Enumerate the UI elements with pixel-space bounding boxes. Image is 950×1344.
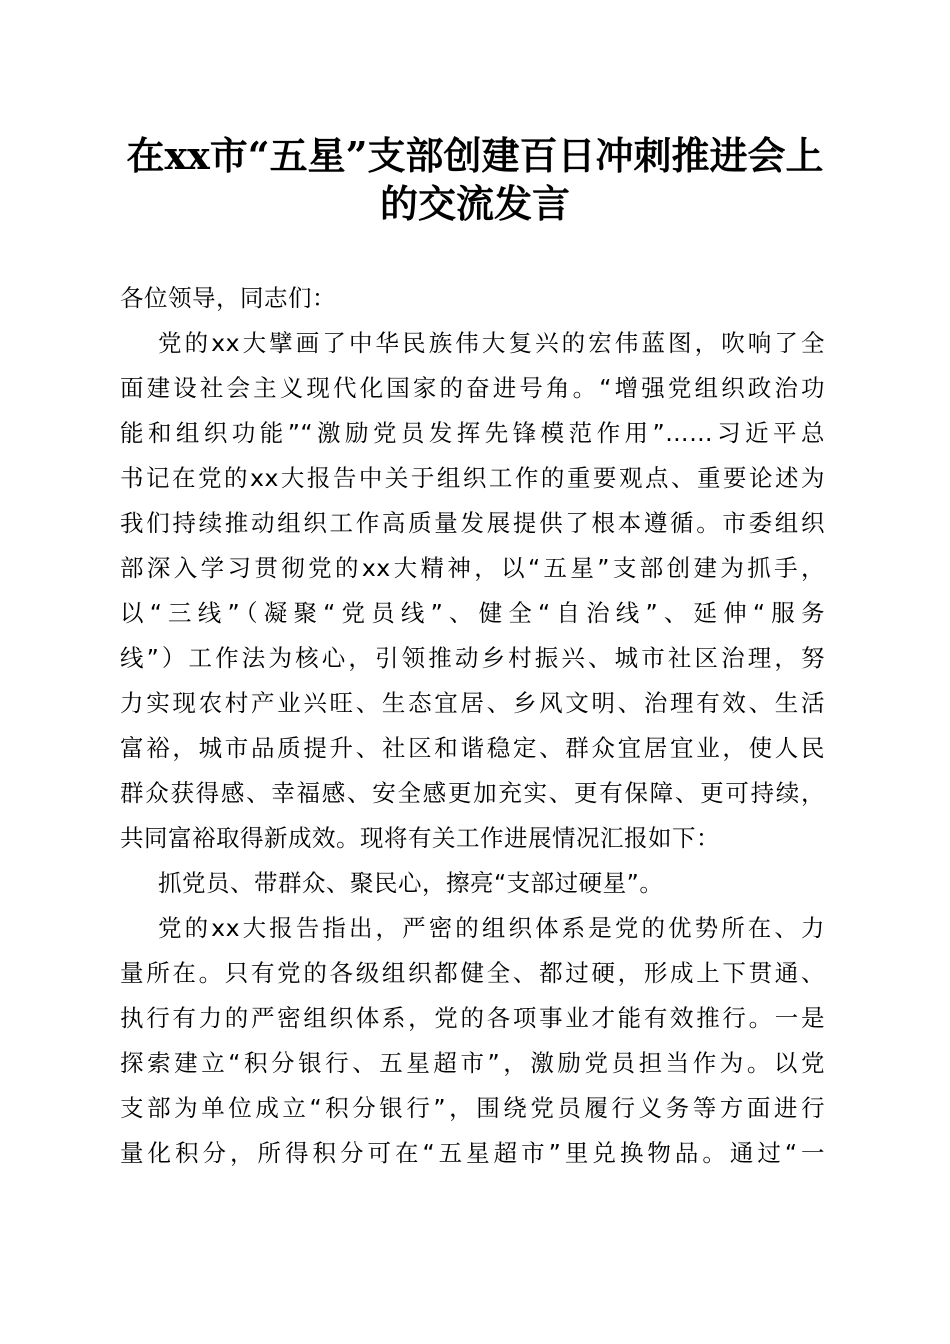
paragraph-1-line-7: 以“三线”（凝聚“党员线”、健全“自治线”、延伸“服务: [120, 599, 825, 627]
paragraph-1-line-3: 能和组织功能”“激励党员发挥先锋模范作用”……习近平总: [120, 419, 825, 447]
paragraph-2-line-4: 探索建立“积分银行、五星超市”，激励党员担当作为。以党: [120, 1049, 825, 1077]
paragraph-2-line-1: 党的xx大报告指出，严密的组织体系是党的优势所在、力: [158, 914, 825, 942]
paragraph-1-line-12: 共同富裕取得新成效。现将有关工作进展情况汇报如下：: [120, 824, 720, 852]
paragraph-1-line-2: 面建设社会主义现代化国家的奋进号角。“增强党组织政治功: [120, 374, 825, 402]
paragraph-1-line-1: 党的xx大擘画了中华民族伟大复兴的宏伟蓝图，吹响了全: [158, 329, 825, 357]
title-line-1: 在xx市“五星”支部创建百日冲刺推进会上: [126, 133, 824, 178]
salutation: 各位领导，同志们：: [120, 284, 336, 312]
title-line-2: 的交流发言: [379, 181, 570, 226]
paragraph-1-line-6: 部深入学习贯彻党的xx大精神，以“五星”支部创建为抓手，: [120, 554, 825, 582]
section-heading: 抓党员、带群众、聚民心，擦亮“支部过硬星”。: [158, 869, 664, 897]
document-body: [120, 276, 825, 1176]
paragraph-2-line-6: 量化积分，所得积分可在“五星超市”里兑换物品。通过“一: [120, 1139, 825, 1167]
paragraph-1-line-11: 群众获得感、幸福感、安全感更加充实、更有保障、更可持续，: [120, 779, 825, 807]
paragraph-1-line-5: 我们持续推动组织工作高质量发展提供了根本遵循。市委组织: [120, 509, 825, 537]
paragraph-2-line-3: 执行有力的严密组织体系，党的各项事业才能有效推行。一是: [120, 1004, 825, 1032]
document-title: [100, 132, 850, 228]
paragraph-2-line-5: 支部为单位成立“积分银行”，围绕党员履行义务等方面进行: [120, 1094, 825, 1122]
paragraph-1-line-10: 富裕，城市品质提升、社区和谐稳定、群众宜居宜业，使人民: [120, 734, 825, 762]
paragraph-1-line-4: 书记在党的xx大报告中关于组织工作的重要观点、重要论述为: [120, 464, 825, 492]
paragraph-1-line-9: 力实现农村产业兴旺、生态宜居、乡风文明、治理有效、生活: [120, 689, 825, 717]
paragraph-2-line-2: 量所在。只有党的各级组织都健全、都过硬，形成上下贯通、: [120, 959, 825, 987]
paragraph-1-line-8: 线”）工作法为核心，引领推动乡村振兴、城市社区治理，努: [120, 644, 825, 672]
